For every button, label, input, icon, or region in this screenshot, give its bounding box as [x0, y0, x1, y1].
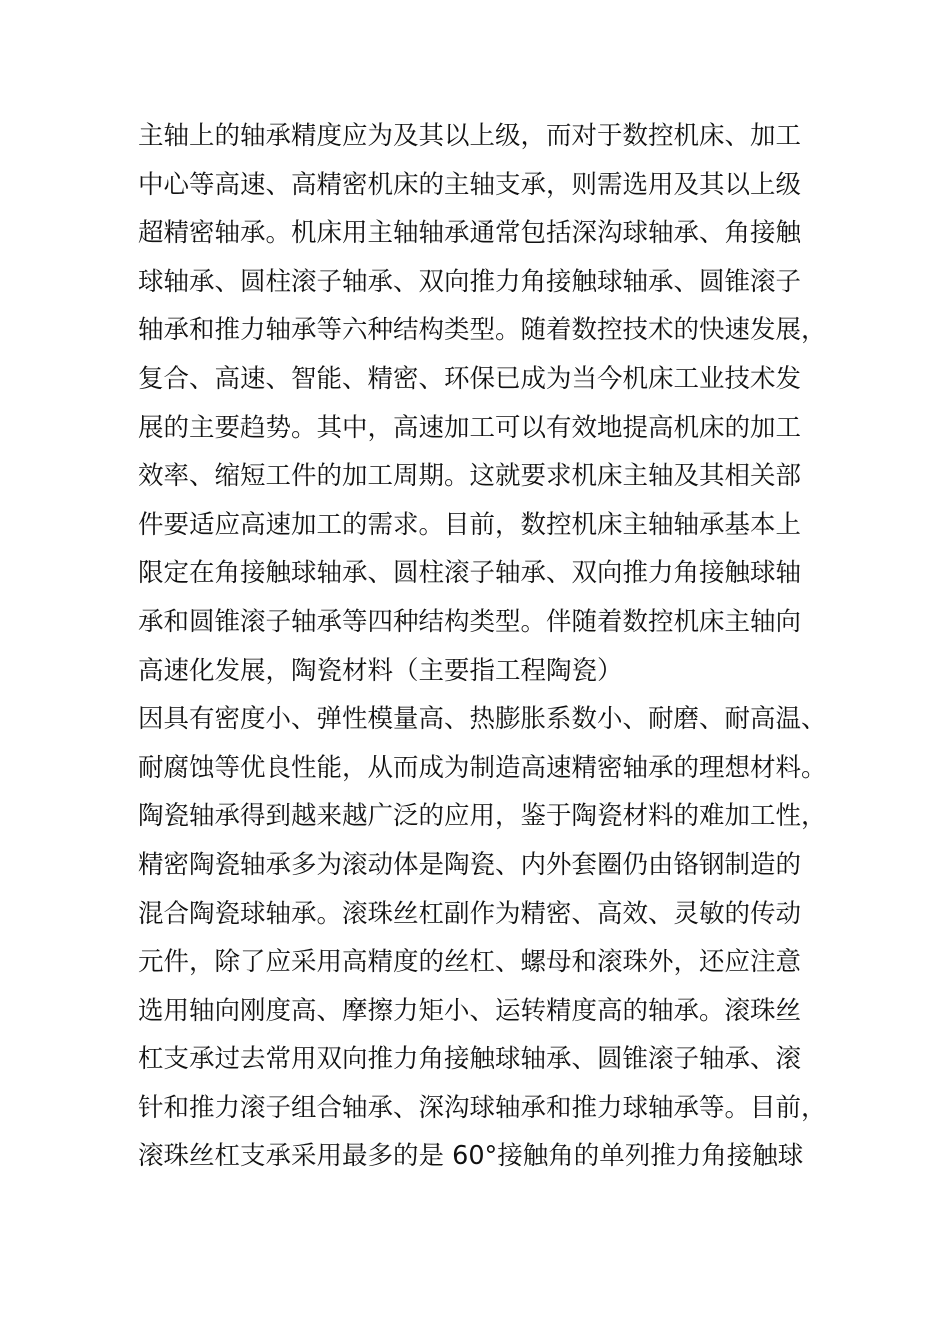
text-line: 因具有密度小、弹性模量高、热膨胀系数小、耐磨、耐高温、	[138, 704, 827, 735]
text-line: 轴承和推力轴承等六种结构类型。随着数控技术的快速发展，	[138, 315, 827, 346]
text-line: 精密陶瓷轴承多为滚动体是陶瓷、内外套圈仍由铬钢制造的	[138, 849, 802, 880]
text-line: 球轴承、圆柱滚子轴承、双向推力角接触球轴承、圆锥滚子	[138, 266, 802, 297]
text-line: 中心等高速、高精密机床的主轴支承，则需选用及其以上级	[138, 169, 802, 200]
text-line: 高速化发展，陶瓷材料（主要指工程陶瓷）	[138, 655, 623, 686]
text-line: 主轴上的轴承精度应为及其以上级，而对于数控机床、加工	[138, 121, 802, 151]
text-line: 陶瓷轴承得到越来越广泛的应用，鉴于陶瓷材料的难加工性，	[138, 801, 827, 832]
text-line: 混合陶瓷球轴承。滚珠丝杠副作为精密、高效、灵敏的传动	[138, 898, 802, 929]
body-text	[138, 112, 828, 1181]
text-line: 元件，除了应采用高精度的丝杠、螺母和滚珠外，还应注意	[138, 947, 802, 978]
text-line: 承和圆锥滚子轴承等四种结构类型。伴随着数控机床主轴向	[138, 606, 802, 637]
text-line: 展的主要趋势。其中，高速加工可以有效地提高机床的加工	[138, 412, 802, 443]
text-line: 杠支承过去常用双向推力角接触球轴承、圆锥滚子轴承、滚	[138, 1044, 802, 1075]
text-line: 限定在角接触球轴承、圆柱滚子轴承、双向推力角接触球轴	[138, 558, 802, 589]
text-line: 滚珠丝杠支承采用最多的是 60°接触角的单列推力角接触球	[138, 1141, 804, 1172]
text-line: 效率、缩短工件的加工周期。这就要求机床主轴及其相关部	[138, 461, 802, 492]
text-line: 件要适应高速加工的需求。目前，数控机床主轴轴承基本上	[138, 509, 802, 540]
text-line: 超精密轴承。机床用主轴轴承通常包括深沟球轴承、角接触	[138, 218, 802, 249]
text-line: 针和推力滚子组合轴承、深沟球轴承和推力球轴承等。目前，	[138, 1092, 827, 1123]
text-line: 耐腐蚀等优良性能，从而成为制造高速精密轴承的理想材料。	[138, 752, 827, 783]
text-line: 选用轴向刚度高、摩擦力矩小、运转精度高的轴承。滚珠丝	[138, 995, 802, 1026]
text-line: 复合、高速、智能、精密、环保已成为当今机床工业技术发	[138, 363, 802, 394]
